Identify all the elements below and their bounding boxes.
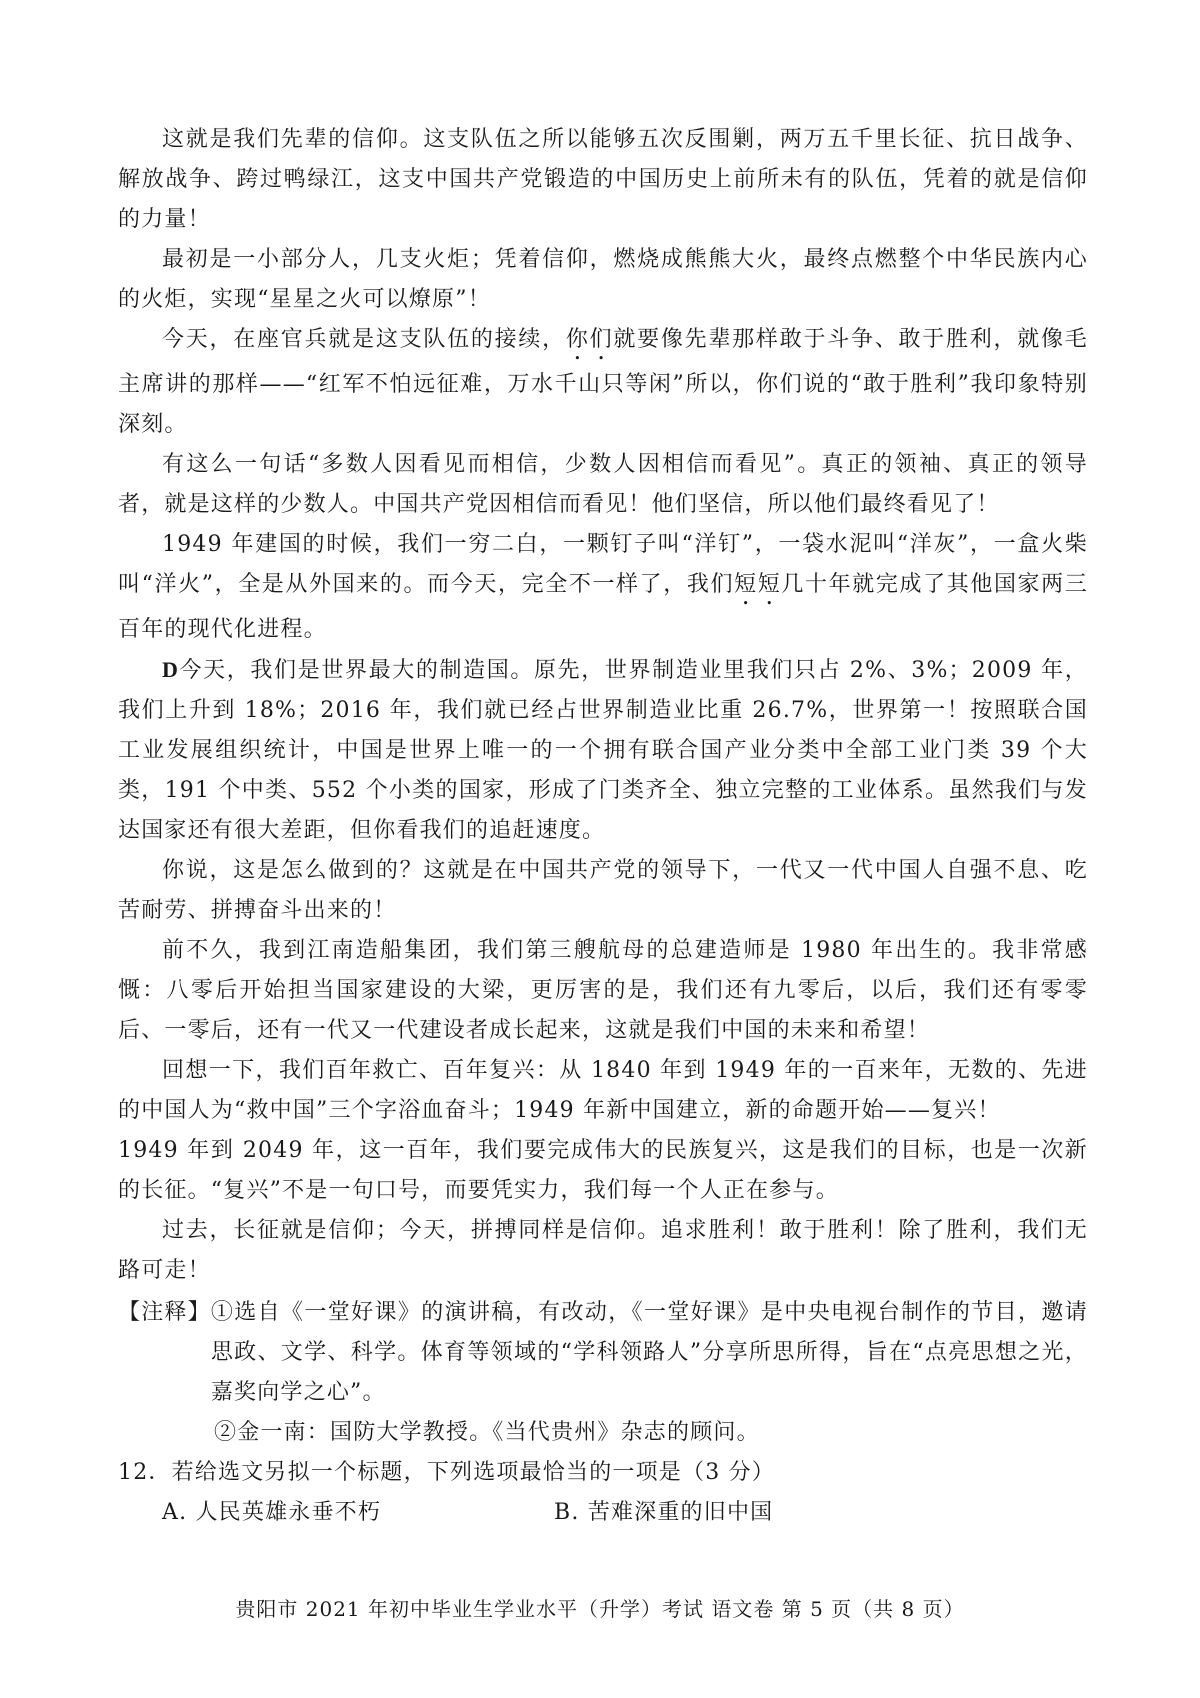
paragraph-4: 有这么一句话“多数人因看见而相信，少数人因相信而看见”。真正的领袖、真正的领导者，就是这样的少数人。中国共产党因相信而看见！他们坚信，所以他们最终看见了！ (118, 452, 1088, 517)
notes-label: 【注释】 (118, 1300, 211, 1325)
paragraph-1: 这就是我们先辈的信仰。这支队伍之所以能够五次反围剿，两万五千里长征、抗日战争、解放战争、跨过鸭绿江，这支中国共产党锻造的中国历史上前所未有的队伍，凭着的就是信仰的力量！ (118, 127, 1088, 232)
paragraph-11: 过去，长征就是信仰；今天，拼搏同样是信仰。追求胜利！敢于胜利！除了胜利，我们无路可走！ (118, 1218, 1088, 1283)
paragraph-6 (118, 650, 1088, 851)
page-footer: 贵阳市 2021 年初中毕业生学业水平（升学）考试 语文卷 第 5 页（共 8 页） (235, 1597, 965, 1621)
paragraph-6-text: 今天，我们是世界最大的制造国。原先，世界制造业里我们只占 2%、3%；2009 年，我们上升到 18%；2016 年，我们就已经占世界制造业比重 26.7%，世界第一！按照联合国工业发展组织统计，中国是世界上唯一的一个拥有联合国产业分类中全部工业门类 39 个大类，191 个中类、552 个小类的国家，形成了门类齐全、独立完整的工业体系。虽然我们与发达国家还有很大差距，但你看我们的追赶速度。 (118, 658, 1088, 843)
notes-section (118, 1293, 1088, 1453)
paragraph-10: 1949 年到 2049 年，这一百年，我们要完成伟大的民族复兴，这是我们的目标，也是一次新的长征。“复兴”不是一句口号，而要凭实力，我们每一个人正在参与。 (118, 1138, 1088, 1203)
note-1-text: ①选自《一堂好课》的演讲稿，有改动，《一堂好课》是中央电视台制作的节目，邀请思政、文学、科学。体育等领域的“学科领路人”分享所思所得，旨在“点亮思想之光，嘉奖向学之心”。 (210, 1300, 1088, 1405)
emphasized-word: 短短 (734, 572, 782, 597)
note-2 (118, 1413, 1088, 1453)
paragraph-3-text-end: 就要像先辈那样敢于斗争、敢于胜利，就像毛主席讲的那样——“红军不怕远征难，万水千山只等闲”所以，你们说的“敢于胜利”我印象特别深刻。 (118, 327, 1088, 437)
paragraph-marker: D (162, 657, 180, 682)
paragraph-3-text-start: 今天，在座官兵就是这支队伍的接续， (162, 327, 566, 352)
document-body (118, 120, 1088, 1533)
note-2-text: ②金一南：国防大学教授。《当代贵州》杂志的顾问。 (214, 1420, 760, 1445)
paragraph-2: 最初是一小部分人，几支火炬；凭着信仰，燃烧成熊熊大火，最终点燃整个中华民族内心的火炬，实现“星星之火可以燎原”！ (118, 247, 1088, 312)
paragraph-9: 回想一下，我们百年救亡、百年复兴：从 1840 年到 1949 年的一百来年，无数的、先进的中国人为“救中国”三个字浴血奋斗；1949 年新中国建立，新的命题开始——复兴！ (118, 1058, 1088, 1123)
paragraph-5 (118, 525, 1088, 650)
option-a: A. 人民英雄永垂不朽 (162, 1500, 382, 1525)
paragraph-3 (118, 320, 1088, 445)
paragraph-5-text-start: 1949 年建国的时候，我们一穷二白，一颗钉子叫“洋钉”，一袋水泥叫“洋灰”，一盒火柴叫“洋火”，全是从外国来的。而今天，完全不一样了，我们 (118, 532, 1088, 597)
question-12-stem: 12．若给选文另拟一个标题，下列选项最恰当的一项是（3 分） (118, 1460, 775, 1485)
paragraph-8: 前不久，我到江南造船集团，我们第三艘航母的总建造师是 1980 年出生的。我非常感慨：八零后开始担当国家建设的大梁，更厉害的是，我们还有九零后，以后，我们还有零零后、一零后，还有一代又一代建设者成长起来，这就是我们中国的未来和希望！ (118, 938, 1088, 1043)
note-1 (118, 1293, 1088, 1413)
option-b: B. 苦难深重的旧中国 (554, 1500, 774, 1525)
paragraph-5-text-end: 几十年就完成了其他国家两三百年的现代化进程。 (118, 572, 1088, 642)
emphasized-word: 你们 (565, 327, 614, 352)
paragraph-7: 你说，这是怎么做到的？这就是在中国共产党的领导下，一代又一代中国人自强不息、吃苦耐劳、拼搏奋斗出来的！ (118, 858, 1088, 923)
question-12-options (118, 1493, 1088, 1533)
